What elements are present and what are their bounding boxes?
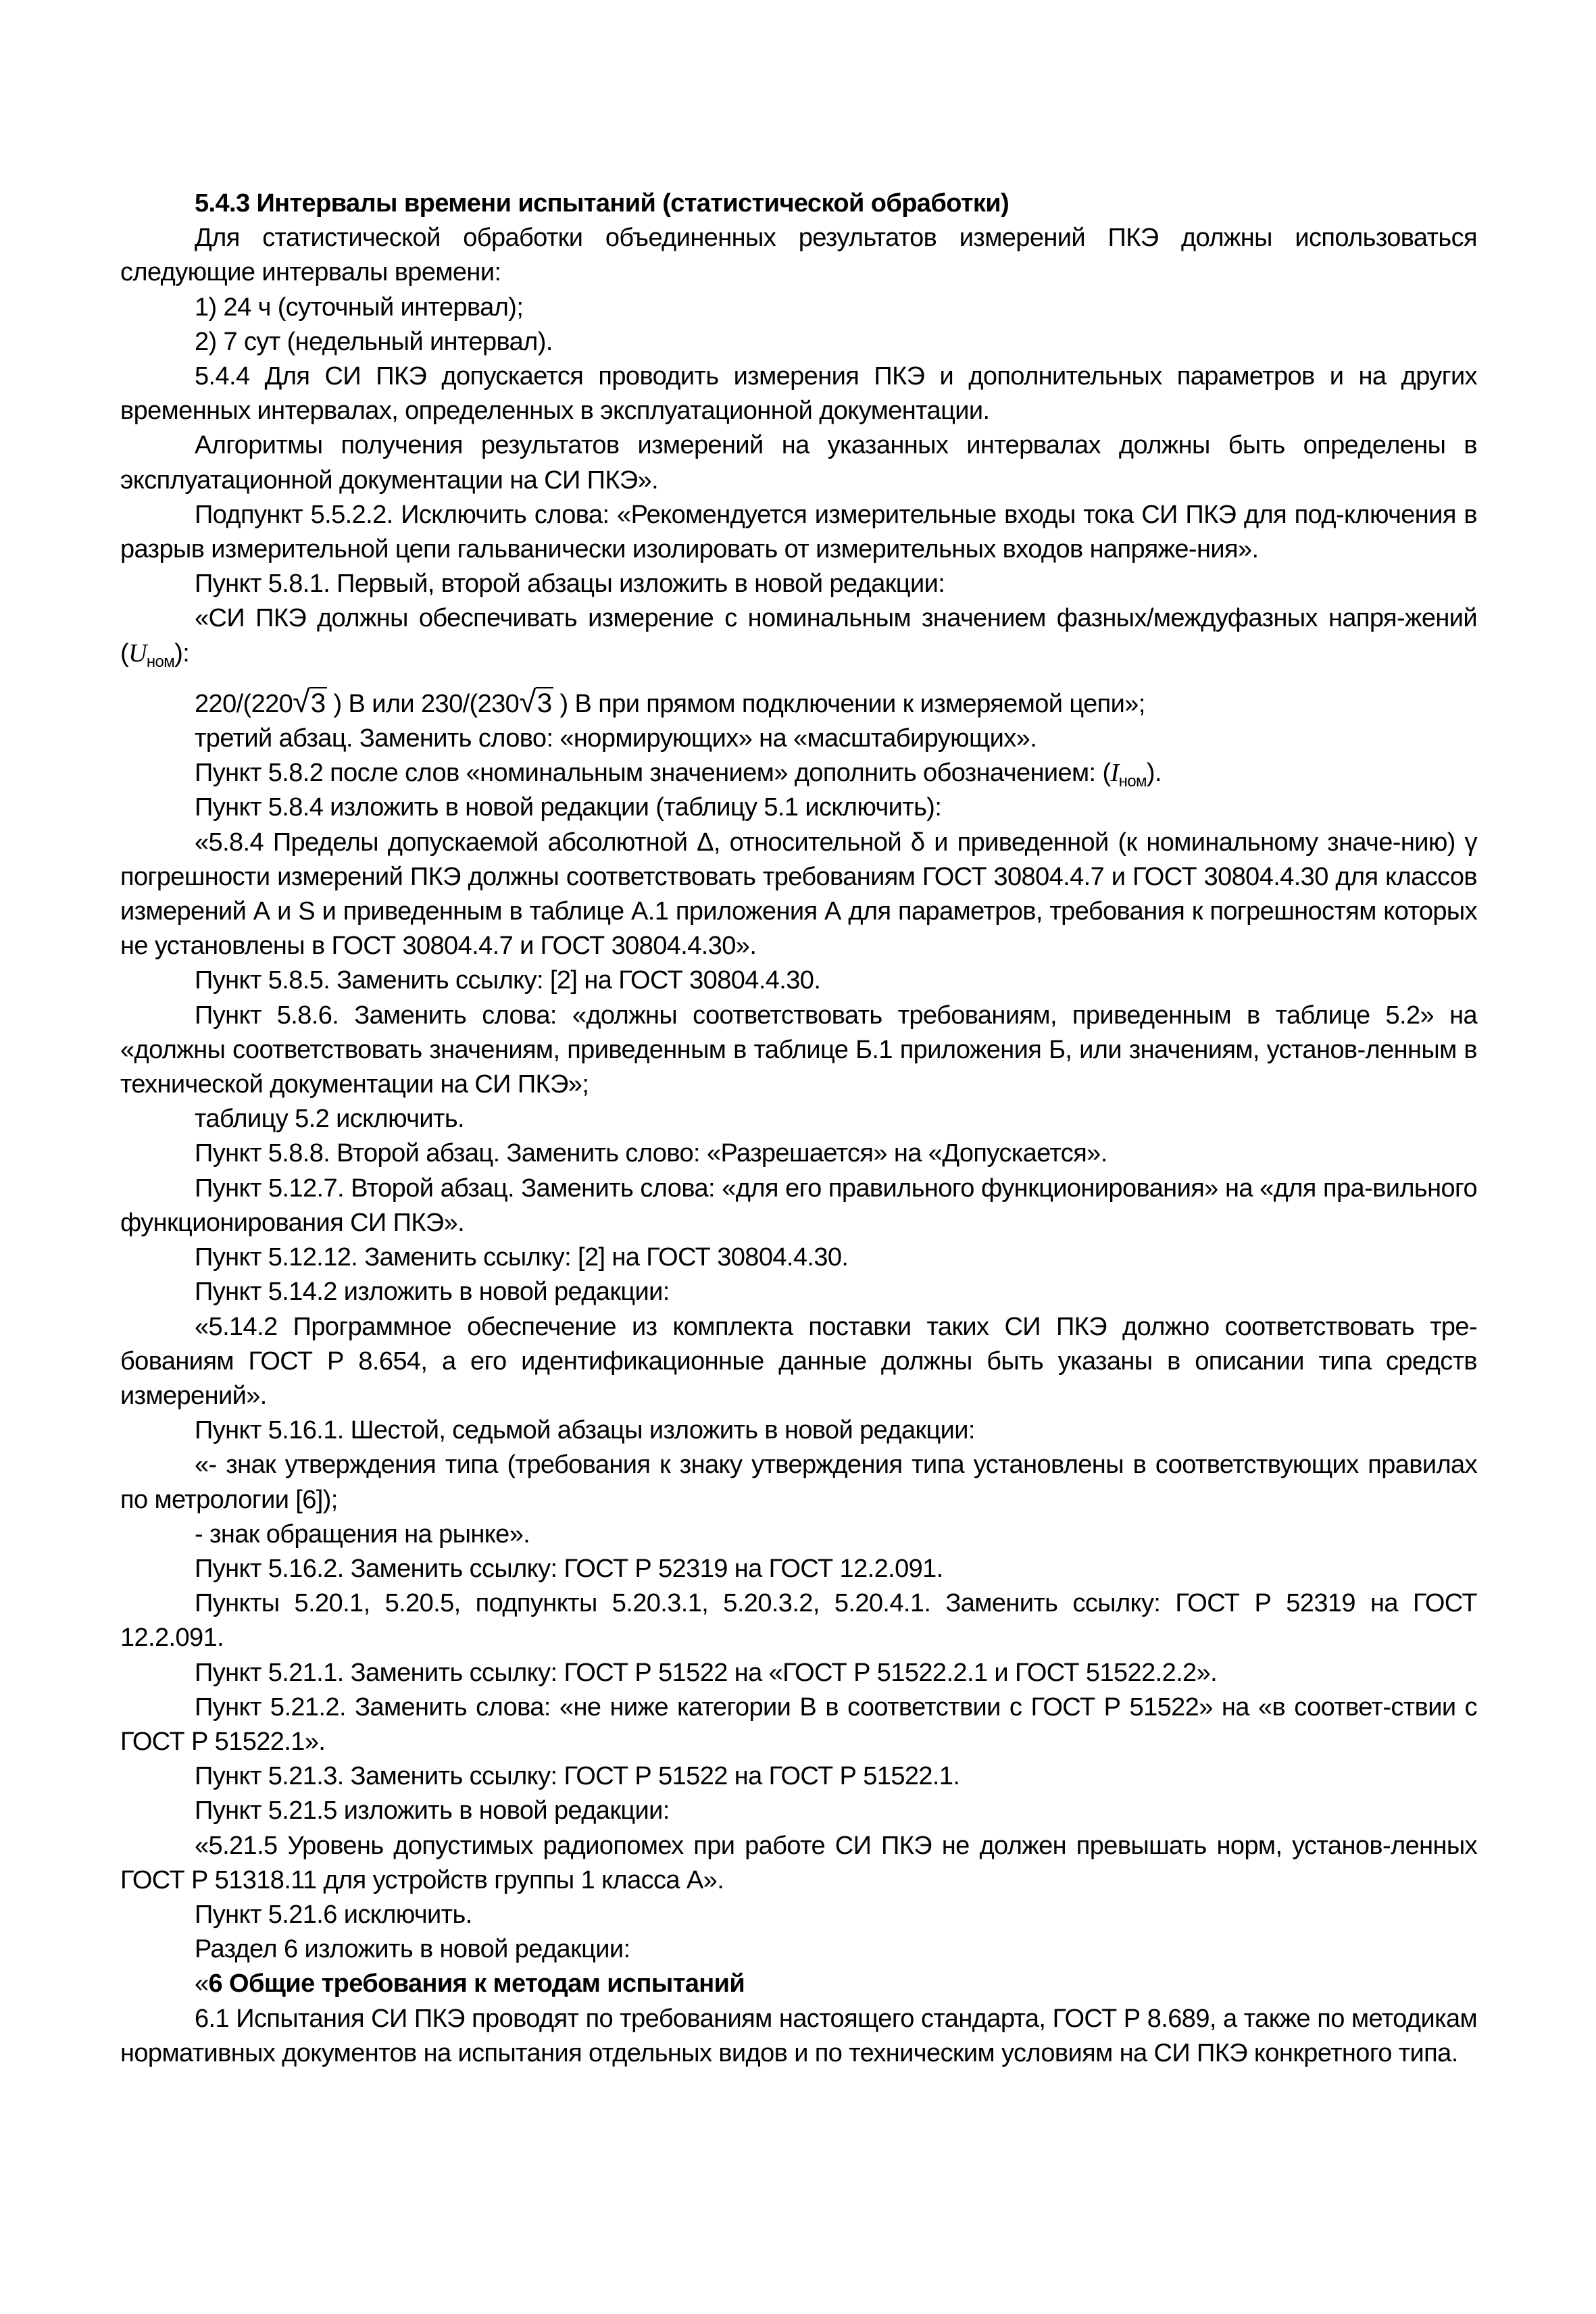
symbol-i: I [1110,759,1119,788]
paragraph: Пункт 5.8.8. Второй абзац. Заменить слово: «Разрешается» на «Допускается». [195,1139,1107,1168]
paragraph-text: Пункт 5.8.2 после слов «номинальным значением» дополнить обозначением: ( [195,759,1111,788]
paragraph: Пункт 5.16.2. Заменить ссылку: ГОСТ Р 52319 на ГОСТ 12.2.091. [195,1554,943,1583]
paragraph: Пункт 5.21.1. Заменить ссылку: ГОСТ Р 51522 на «ГОСТ Р 51522.2.1 и ГОСТ 51522.2.2». [195,1658,1218,1687]
paragraph-text: «СИ ПКЭ должны обеспечивать измерение с номинальным значением фазных/междуфазных напря-жений ( [120,604,1477,668]
paragraph: Подпункт 5.5.2.2. Исключить слова: «Рекомендуется измерительные входы тока СИ ПКЭ для под-ключения в разрыв измерительной цепи гальванически изолировать от измерительных входов напряже-ния». [120,500,1477,564]
paragraph: - знак обращения на рынке». [195,1519,530,1549]
paragraph: Пункт 5.21.3. Заменить ссылку: ГОСТ Р 51522 на ГОСТ Р 51522.1. [195,1762,960,1791]
paragraph: Пункт 5.21.5 изложить в новой редакции: [195,1796,670,1826]
paragraph: Пункты 5.20.1, 5.20.5, подпункты 5.20.3.1, 5.20.3.2, 5.20.4.1. Заменить ссылку: ГОСТ Р 52319 на ГОСТ 12.2.091. [120,1589,1477,1653]
paragraph: Пункт 5.12.12. Заменить ссылку: [2] на ГОСТ 30804.4.30. [195,1243,849,1272]
paragraph: Алгоритмы получения результатов измерений на указанных интервалах должны быть определены в эксплуатационной документации на СИ ПКЭ». [120,431,1477,495]
section-heading-6-text: 6 Общие требования к методам испытаний [208,1969,745,1998]
formula-line [120,684,1477,722]
sqrt-3 [293,684,326,721]
list-item: 1) 24 ч (суточный интервал); [195,293,524,322]
paragraph: «5.21.5 Уровень допустимых радиопомех при работе СИ ПКЭ не должен превышать норм, установ-ленных ГОСТ Р 51318.11 для устройств группы 1 класса А». [120,1831,1477,1894]
section-heading-6 [120,1967,1477,2001]
paragraph: Пункт 5.8.1. Первый, второй абзацы изложить в новой редакции: [195,570,945,599]
paragraph: 6.1 Испытания СИ ПКЭ проводят по требованиям настоящего стандарта, ГОСТ Р 8.689, а также по методикам нормативных документов на испытания отдельных видов и по техническим условиям на СИ ПКЭ конкретного типа. [120,2004,1477,2067]
formula-part-1: 220/(220 [195,689,293,718]
opening-quote: « [195,1969,209,1998]
paragraph: Пункт 5.21.2. Заменить слова: «не ниже категории В в соответствии с ГОСТ Р 51522» на «в соответ-ствии с ГОСТ Р 51522.1». [120,1692,1477,1756]
paragraph: «- знак утверждения типа (требования к знаку утверждения типа установлены в соответствующих правилах по метрологии [6]); [120,1451,1477,1514]
subscript-nom: ном [1118,772,1147,791]
list-item: 2) 7 сут (недельный интервал). [195,327,553,356]
document-page [120,186,1477,2071]
paragraph: Раздел 6 изложить в новой редакции: [195,1935,630,1964]
paragraph: Пункт 5.21.6 исключить. [195,1900,472,1929]
paragraph: таблицу 5.2 исключить. [195,1105,464,1134]
sqrt-argument: 3 [537,688,552,718]
paragraph: Пункт 5.8.5. Заменить ссылку: [2] на ГОСТ 30804.4.30. [195,966,821,995]
paragraph: «5.8.4 Пределы допускаемой абсолютной Δ, относительной δ и приведенной (к номинальному значе-нию) γ погрешности измерений ПКЭ должны соответствовать требованиям ГОСТ 30804.4.7 и ГОСТ 30804.4.30 для классов измерений А и S и приведенным в таблице А.1 приложения А для параметров, требования к погрешностям которых не установлены в ГОСТ 30804.4.7 и ГОСТ 30804.4.30». [120,828,1477,961]
formula-part-2: ) В или 230/(230 [333,689,520,718]
paragraph: Пункт 5.14.2 изложить в новой редакции: [195,1278,670,1307]
section-heading-5-4-3: 5.4.3 Интервалы времени испытаний (статистической обработки) [195,189,1009,218]
paragraph: Для статистической обработки объединенных результатов измерений ПКЭ должны использоваться следующие интервалы времени: [120,224,1477,287]
paragraph: Пункт 5.8.4 изложить в новой редакции (таблицу 5.1 исключить): [195,793,942,822]
paragraph: Пункт 5.16.1. Шестой, седьмой абзацы изложить в новой редакции: [195,1416,975,1445]
subscript-nom: ном [146,652,175,671]
sqrt-sign-icon: √ [519,683,536,719]
sqrt-sign-icon: √ [293,683,309,719]
paragraph: третий абзац. Заменить слово: «нормирующих» на «масштабирующих». [195,724,1037,753]
sqrt-argument: 3 [310,688,326,718]
paragraph-text-end: ): [174,638,190,668]
formula-part-3: ) В при прямом подключении к измеряемой цепи»; [559,689,1145,718]
paragraph: Пункт 5.8.6. Заменить слова: «должны соответствовать требованиям, приведенным в таблице 5.2» на «должны соответствовать значениям, приведенным в таблице Б.1 приложения Б, или значениям, установ-ленным в технической документации на СИ ПКЭ»; [120,1001,1477,1099]
paragraph [120,601,1477,670]
paragraph: Пункт 5.12.7. Второй абзац. Заменить слова: «для его правильного функционирования» на «для пра-вильного функционирования СИ ПКЭ». [120,1174,1477,1237]
sqrt-3 [519,684,553,721]
symbol-u: U [128,638,147,668]
paragraph-text-end: ). [1146,759,1162,788]
paragraph [120,756,1477,790]
paragraph: 5.4.4 Для СИ ПКЭ допускается проводить измерения ПКЭ и дополнительных параметров и на других временных интервалах, определенных в эксплуатационной документации. [120,362,1477,426]
paragraph: «5.14.2 Программное обеспечение из комплекта поставки таких СИ ПКЭ должно соответствовать тре-бованиям ГОСТ Р 8.654, а его идентификационные данные должны быть указаны в описании типа средств измерений». [120,1312,1477,1410]
